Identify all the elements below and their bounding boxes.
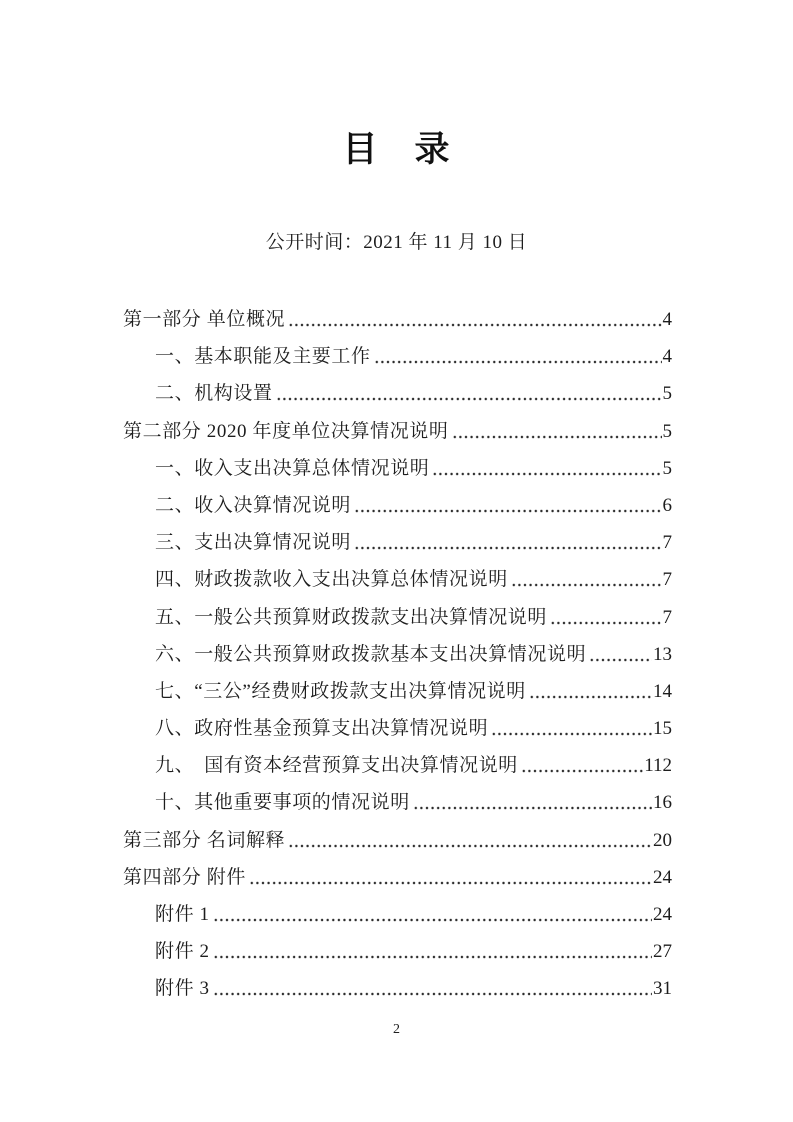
toc-entry-page-number: 15 [653,718,672,740]
toc-entry [123,784,672,821]
toc-entry-page-number: 6 [662,494,672,516]
dot-leader [288,301,661,338]
page-title: 目 录 [342,130,451,169]
dot-leader [354,524,661,561]
toc-entry-label: 五、一般公共预算财政拨款支出决算情况说明 [155,606,548,628]
toc-entry [123,450,672,487]
toc-entry-page-number: 5 [662,383,672,405]
toc-entry [123,636,672,673]
dot-leader [511,561,662,598]
toc-entry-page-number: 7 [662,532,672,554]
dot-leader [213,970,652,1007]
toc-entry [123,710,672,747]
toc-entry-page-number: 7 [662,606,672,628]
dot-leader [521,747,643,784]
dot-leader [276,375,662,412]
toc-entry-label: 附件 2 [155,941,210,963]
dot-leader [354,487,661,524]
toc-entry-label: 第一部分 单位概况 [123,309,286,330]
toc-entry [123,933,672,970]
toc-entry-page-number: 16 [653,792,672,814]
toc-entry [123,896,672,933]
toc-entry [123,375,672,412]
toc-entry-label: 一、收入支出决算总体情况说明 [155,457,430,479]
toc-entry-label: 第三部分 名词解释 [123,829,286,851]
toc-entry-label: 第二部分 2020 年度单位决算情况说明 [123,420,449,442]
toc-entry-label: 二、收入决算情况说明 [155,494,352,516]
toc-entry-label: 十、其他重要事项的情况说明 [155,792,410,814]
toc-entry-label: 八、政府性基金预算支出决算情况说明 [155,718,489,740]
table-of-contents [123,301,672,1008]
toc-entry-label: 四、财政拨款收入支出决算总体情况说明 [155,569,508,591]
toc-entry [123,859,672,896]
toc-entry-label: 七、“三公”经费财政拨款支出决算情况说明 [155,680,526,702]
toc-entry-page-number: 20 [653,829,672,851]
toc-entry-label: 一、基本职能及主要工作 [155,346,371,368]
dot-leader [374,338,662,375]
dot-leader [432,450,661,487]
toc-entry-label: 第四部分 附件 [123,866,246,888]
toc-entry-label: 九、 国有资本经营预算支出决算情况说明 [155,755,518,777]
toc-entry-page-number: 4 [662,346,672,368]
dot-leader [213,896,652,933]
toc-entry-label: 六、一般公共预算财政拨款基本支出决算情况说明 [155,643,587,665]
toc-entry [123,413,672,450]
toc-entry [123,673,672,710]
dot-leader [413,784,652,821]
toc-entry [123,599,672,636]
dot-leader [589,636,652,673]
dot-leader [491,710,652,747]
toc-entry [123,338,672,375]
toc-entry-page-number: 5 [662,420,672,442]
toc-entry [123,747,672,784]
toc-entry [123,561,672,598]
publish-date-line: 公开时间：2021 年 11 月 10 日 [265,232,528,253]
toc-entry-label: 三、支出决算情况说明 [155,532,352,554]
dot-leader [452,413,662,450]
toc-entry-page-number: 13 [653,643,672,665]
toc-entry-page-number: 112 [644,755,672,777]
toc-entry-page-number: 27 [653,941,672,963]
toc-entry-page-number: 14 [653,680,672,702]
toc-entry [123,487,672,524]
toc-entry [123,524,672,561]
footer-page-number: 2 [393,1022,400,1037]
dot-leader [213,933,652,970]
toc-entry [123,970,672,1007]
toc-entry-page-number: 5 [662,457,672,479]
toc-entry-label: 附件 1 [155,904,210,925]
toc-entry-label: 附件 3 [155,978,210,1000]
toc-entry [123,301,672,338]
toc-entry-page-number: 24 [653,866,672,888]
toc-entry [123,822,672,859]
toc-entry-page-number: 31 [653,978,672,1000]
dot-leader [249,859,652,896]
toc-entry-page-number: 24 [653,904,672,925]
dot-leader [288,822,652,859]
toc-entry-label: 二、机构设置 [155,383,273,405]
toc-entry-page-number: 4 [662,309,672,330]
dot-leader [529,673,652,710]
toc-entry-page-number: 7 [662,569,672,591]
dot-leader [550,599,661,636]
